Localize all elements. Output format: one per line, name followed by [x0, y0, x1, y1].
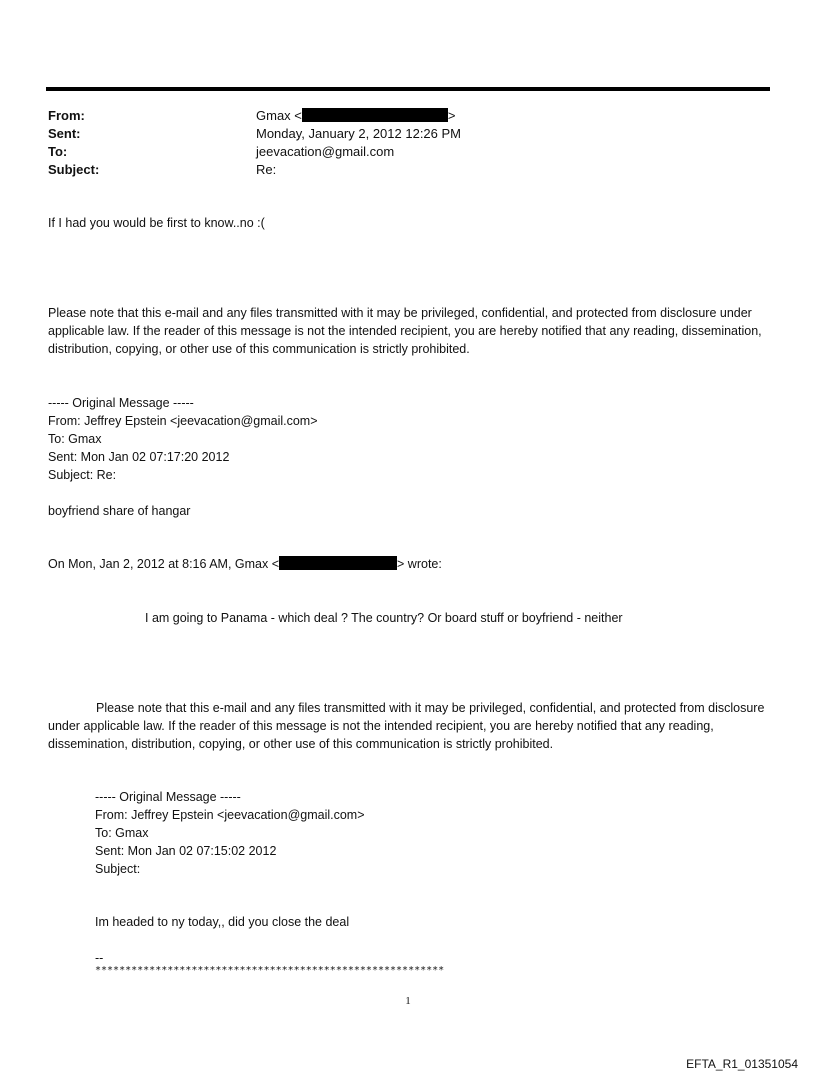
quoted-message: I am going to Panama - which deal ? The country? Or board stuff or boyfriend - neither [145, 611, 623, 625]
quote-intro-prefix: On Mon, Jan 2, 2012 at 8:16 AM, Gmax < [48, 557, 280, 571]
reply-text: If I had you would be first to know..no :( [48, 216, 265, 230]
header-subject-row [48, 161, 648, 179]
header-rule [46, 87, 770, 91]
original-to-1: To: Gmax [48, 432, 102, 446]
original-subject-2: Subject: [95, 862, 141, 876]
original-sent-2: Sent: Mon Jan 02 07:15:02 2012 [95, 844, 277, 858]
header-to-row [48, 143, 648, 161]
disclaimer-2: Please note that this e-mail and any files transmitted with it may be privileged, confidential, and protected from disclosure under applicable law. If the reader of this message is not the intended recipient, you are hereby notified that any reading, dissemination, distribution, copying, or other use of this communication is strictly prohibited. [48, 701, 765, 751]
disclaimer-1: Please note that this e-mail and any files transmitted with it may be privileged, confidential, and protected from disclosure under applicable law. If the reader of this message is not the intended recipient, you are hereby notified that any reading, dissemination, distribution, copying, or other use of this communication is strictly prohibited. [48, 306, 762, 356]
original-message-marker-1: ----- Original Message ----- [48, 396, 194, 410]
sent-value: Monday, January 2, 2012 12:26 PM [256, 126, 461, 141]
asterisk-separator: ********************************************************** [95, 965, 445, 976]
original-body-1: boyfriend share of hangar [48, 504, 191, 518]
redaction-box [302, 108, 448, 122]
original-sent-1: Sent: Mon Jan 02 07:17:20 2012 [48, 450, 230, 464]
subject-value: Re: [256, 162, 277, 177]
from-label: From: [48, 108, 85, 123]
to-label: To: [48, 144, 68, 159]
subject-label: Subject: [48, 162, 100, 177]
header-sent-row [48, 125, 648, 143]
to-value: jeevacation@gmail.com [256, 144, 395, 159]
page-number: 1 [405, 995, 411, 1007]
from-close: > [447, 108, 456, 123]
sent-label: Sent: [48, 126, 81, 141]
original-from-2: From: Jeffrey Epstein <jeevacation@gmail.com> [95, 808, 365, 822]
original-from-1: From: Jeffrey Epstein <jeevacation@gmail.com> [48, 414, 318, 428]
from-value [256, 107, 455, 125]
original-body-2: Im headed to ny today,, did you close the deal [95, 915, 350, 929]
from-name: Gmax < [256, 108, 302, 123]
redaction-box [279, 556, 397, 570]
quote-intro-suffix: > wrote: [397, 557, 442, 571]
quote-intro [48, 555, 442, 573]
signature-dashes: -- [95, 951, 104, 965]
original-subject-1: Subject: Re: [48, 468, 117, 482]
original-message-marker-2: ----- Original Message ----- [95, 790, 241, 804]
bates-number: EFTA_R1_01351054 [686, 1057, 798, 1071]
header-from-row [48, 107, 648, 125]
original-to-2: To: Gmax [95, 826, 149, 840]
